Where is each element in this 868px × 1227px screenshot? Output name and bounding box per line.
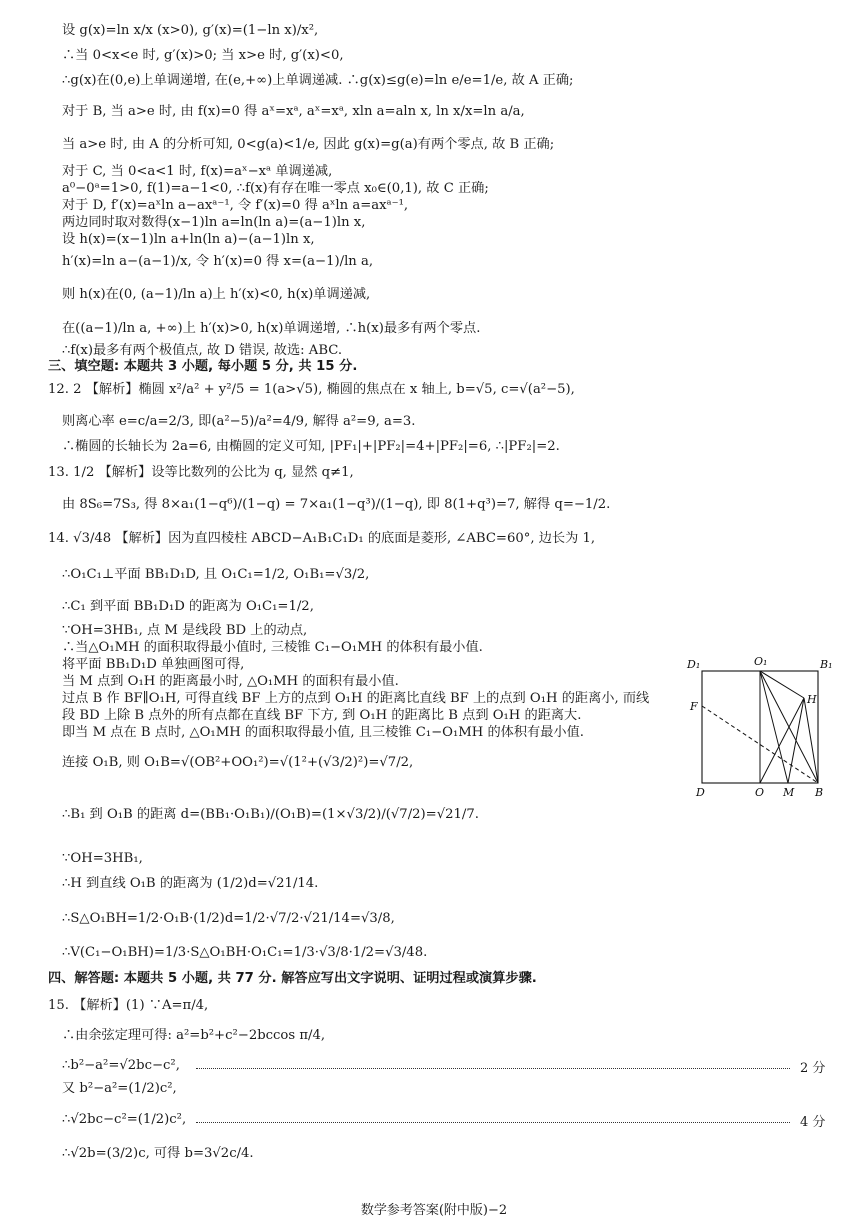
figure-label-b: B <box>815 786 824 799</box>
text-line-31: 连接 O₁B, 则 O₁B=√(OB²+OO₁²)=√(1²+(√3/2)²)=√7/2, <box>62 755 414 770</box>
text-line-9: 两边同时取对数得(x−1)ln a=ln(ln a)=(a−1)ln x, <box>62 215 366 230</box>
figure-label-m: M <box>783 786 795 799</box>
text-line-25: ∴当△O₁MH 的面积取得最小值时, 三棱锥 C₁−O₁MH 的体积有最小值. <box>62 640 483 655</box>
text-line-6: 对于 C, 当 0<a<1 时, f(x)=aˣ−xᵃ 单调递减, <box>62 164 333 179</box>
figure-label-o: O <box>755 786 765 799</box>
text-line-27: 当 M 点到 O₁H 的距离最小时, △O₁MH 的面积有最小值. <box>62 674 399 689</box>
figure-line-hm <box>788 698 804 783</box>
text-line-17: 则离心率 e=c/a=2/3, 即(a²−5)/a²=4/9, 解得 a²=9, a=3. <box>62 414 416 429</box>
text-line-24: ∵OH=3HB₁, 点 M 是线段 BD 上的动点, <box>62 623 308 638</box>
text-line-20: 由 8S₆=7S₃, 得 8×a₁(1−q⁶)/(1−q) = 7×a₁(1−q³)/(1−q), 即 8(1+q³)=7, 解得 q=−1/2. <box>62 497 611 512</box>
plane-bb1d1d-figure <box>684 653 834 803</box>
score-label: 4 分 <box>800 1115 826 1130</box>
text-line-8: 对于 D, f′(x)=aˣln a−axᵃ⁻¹, 令 f′(x)=0 得 aˣln a=axᵃ⁻¹, <box>62 198 409 213</box>
text-line-36: ∴V(C₁−O₁BH)=1/3·S△O₁BH·O₁C₁=1/3·√3/8·1/2=√3/48. <box>62 945 428 960</box>
text-line-43: ∴√2b=(3/2)c, 可得 b=3√2c/4. <box>62 1146 254 1161</box>
figure-label-h: H <box>807 693 817 706</box>
text-line-4: 对于 B, 当 a>e 时, 由 f(x)=0 得 aˣ=xᵃ, aˣ=xᵃ, xln a=aln x, ln x/x=ln a/a, <box>62 104 525 119</box>
text-line-11: h′(x)=ln a−(a−1)/x, 令 h′(x)=0 得 x=(a−1)/ln a, <box>62 254 374 269</box>
text-line-5: 当 a>e 时, 由 A 的分析可知, 0<g(a)<1/e, 因此 g(x)=g(a)有两个零点, 故 B 正确; <box>62 137 555 152</box>
figure-line-ho <box>760 698 804 783</box>
text-line-3: ∴g(x)在(0,e)上单调递增, 在(e,+∞)上单调递减. ∴g(x)≤g(e)=ln e/e=1/e, 故 A 正确; <box>62 73 574 88</box>
figure-label-b1: B₁ <box>820 658 833 671</box>
score-leader-dots <box>196 1068 790 1069</box>
text-line-21: 14. √3/48 【解析】因为直四棱柱 ABCD−A₁B₁C₁D₁ 的底面是菱形, ∠ABC=60°, 边长为 1, <box>48 531 596 546</box>
text-line-18: ∴椭圆的长轴长为 2a=6, 由椭圆的定义可知, |PF₁|+|PF₂|=4+|PF₂|=6, ∴|PF₂|=2. <box>62 439 560 454</box>
text-line-16: 12. 2 【解析】椭圆 x²/a² + y²/5 = 1(a>√5), 椭圆的焦点在 x 轴上, b=√5, c=√(a²−5), <box>48 382 575 397</box>
figure-label-d: D <box>696 786 705 799</box>
text-line-30: 即当 M 点在 B 点时, △O₁MH 的面积取得最小值, 且三棱锥 C₁−O₁MH 的体积有最小值. <box>62 725 584 740</box>
text-line-34: ∴H 到直线 O₁B 的距离为 (1/2)d=√21/14. <box>62 876 319 891</box>
figure-line-o1m <box>760 671 788 783</box>
score-label: 2 分 <box>800 1061 826 1076</box>
text-line-26: 将平面 BB₁D₁D 单独画图可得, <box>62 657 245 672</box>
text-line-13: 在((a−1)/ln a, +∞)上 h′(x)>0, h(x)单调递增, ∴h(x)最多有两个零点. <box>62 321 481 336</box>
figure-label-o1: O₁ <box>754 655 768 668</box>
text-line-19: 13. 1/2 【解析】设等比数列的公比为 q, 显然 q≠1, <box>48 465 354 480</box>
figure-label-d1: D₁ <box>687 658 701 671</box>
section-heading-fill-blank: 三、填空题: 本题共 3 小题, 每小题 5 分, 共 15 分. <box>48 359 358 374</box>
text-line-28: 过点 B 作 BF∥O₁H, 可得直线 BF 上方的点到 O₁H 的距离比直线 BF 上的点到 O₁H 的距离小, 而线 <box>62 691 650 706</box>
text-line-14: ∴f(x)最多有两个极值点, 故 D 错误, 故选: ABC. <box>62 343 343 358</box>
text-line-32: ∴B₁ 到 O₁B 的距离 d=(BB₁·O₁B₁)/(O₁B)=(1×√3/2)/(√7/2)=√21/7. <box>62 807 479 822</box>
text-line-29: 段 BD 上除 B 点外的所有点都在直线 BF 下方, 到 O₁H 的距离比 B 点到 O₁H 的距离大. <box>62 708 582 723</box>
text-line-12: 则 h(x)在(0, (a−1)/ln a)上 h′(x)<0, h(x)单调递减, <box>62 287 371 302</box>
text-line-7: a⁰−0ᵃ=1>0, f(1)=a−1<0, ∴f(x)有存在唯一零点 x₀∈(0,1), 故 C 正确; <box>62 181 489 196</box>
text-line-41: 又 b²−a²=(1/2)c², <box>62 1081 177 1096</box>
text-line-38: 15. 【解析】(1) ∵A=π/4, <box>48 998 209 1013</box>
text-line-23: ∴C₁ 到平面 BB₁D₁D 的距离为 O₁C₁=1/2, <box>62 599 314 614</box>
text-line-1: 设 g(x)=ln x/x (x>0), g′(x)=(1−ln x)/x², <box>62 23 319 38</box>
text-line-10: 设 h(x)=(x−1)ln a+ln(ln a)−(a−1)ln x, <box>62 232 315 247</box>
text-line-2: ∴当 0<x<e 时, g′(x)>0; 当 x>e 时, g′(x)<0, <box>62 48 344 63</box>
text-line-39: ∴由余弦定理可得: a²=b²+c²−2bccos π/4, <box>62 1028 326 1043</box>
text-line-42: ∴√2bc−c²=(1/2)c², <box>62 1112 187 1127</box>
section-heading-solutions: 四、解答题: 本题共 5 小题, 共 77 分. 解答应写出文字说明、证明过程或演算步骤. <box>48 971 537 986</box>
text-line-22: ∴O₁C₁⊥平面 BB₁D₁D, 且 O₁C₁=1/2, O₁B₁=√3/2, <box>62 567 370 582</box>
text-line-40: ∴b²−a²=√2bc−c², <box>62 1058 180 1073</box>
figure-label-f: F <box>690 700 698 713</box>
text-line-33: ∵OH=3HB₁, <box>62 851 143 866</box>
score-leader-dots <box>196 1122 790 1123</box>
page-footer: 数学参考答案(附中版)−2 <box>360 1203 508 1218</box>
text-line-35: ∴S△O₁BH=1/2·O₁B·(1/2)d=1/2·√7/2·√21/14=√3/8, <box>62 911 395 926</box>
